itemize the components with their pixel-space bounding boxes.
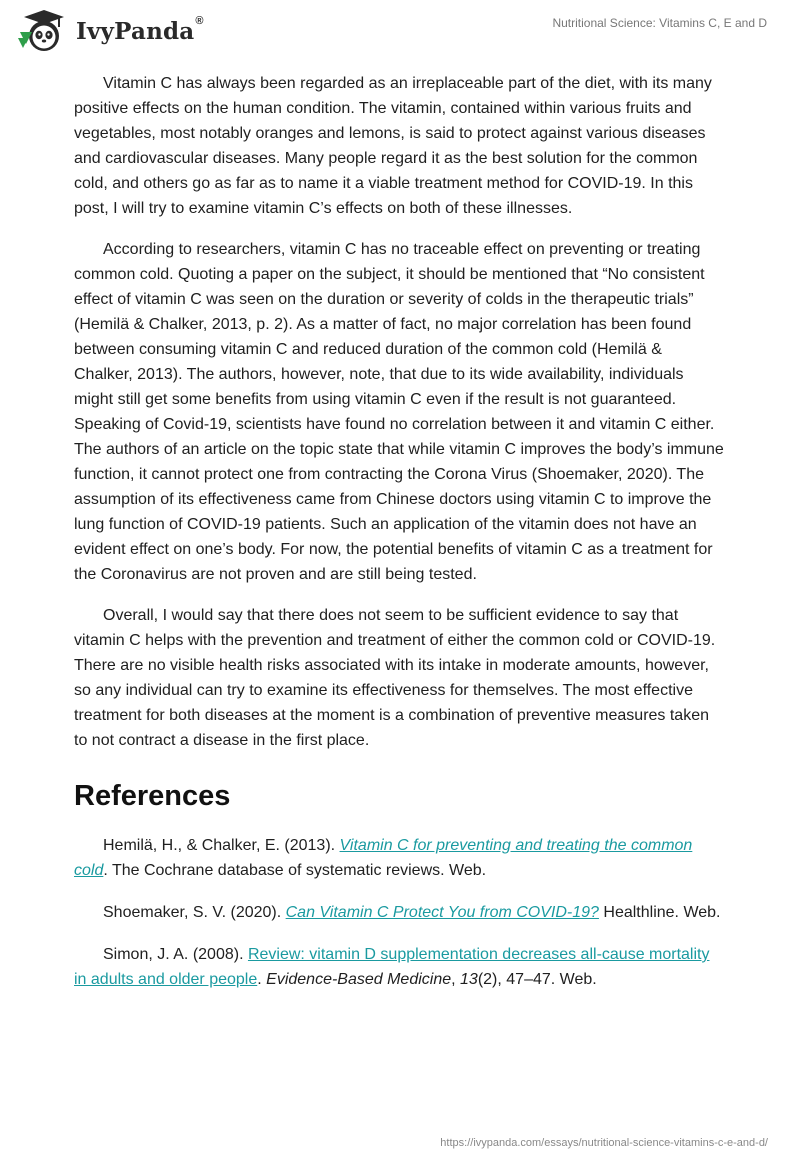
footer-url[interactable]: https://ivypanda.com/essays/nutritional-science-vitamins-c-e-and-d/: [440, 1137, 768, 1149]
body-paragraph-1: Vitamin C has always been regarded as an irreplaceable part of the diet, with its many positive effects on the human condition. The vitamin, contained within various fruits and vegetables, most notably oranges and lemons, is said to protect against various diseases and cardiovascular diseases. Many people regard it as the best solution for the common cold, and others go as far as to name it a viable treatment method for COVID-19. In this post, I will try to examine vitamin C’s effects on both of these illnesses.: [74, 75, 712, 217]
body-paragraph-3: Overall, I would say that there does not seem to be sufficient evidence to say that vitamin C helps with the prevention and treatment of either the common cold or COVID-19. There are no visible health risks associated with its intake in moderate amounts, however, so any individual can try to examine its effectiveness for themselves. The most effective treatment for both diseases at the moment is a combination of preventive measures taken to not contract a disease in the first place.: [74, 607, 716, 749]
reference-3-link[interactable]: Review: vitamin D supplementation decreases all-cause mortality in adults and older people: [74, 946, 710, 988]
page-header: [0, 0, 800, 64]
reference-3-volume: 13: [460, 971, 478, 988]
reference-item-1: [74, 833, 724, 883]
document-title: Nutritional Science: Vitamins C, E and D: [552, 16, 767, 30]
reference-2-authors: Shoemaker, S. V. (2020).: [103, 904, 286, 921]
reference-3-separator-2: ,: [451, 971, 461, 988]
reference-3-separator: .: [257, 971, 267, 988]
references-heading: References: [74, 780, 231, 812]
panda-logo-icon: [14, 8, 70, 54]
reference-3-pages: (2), 47–47. Web.: [477, 971, 597, 988]
brand-name-text: IvyPanda: [76, 17, 195, 45]
essay-content: [74, 71, 724, 1009]
body-paragraph-2: According to researchers, vitamin C has no traceable effect on preventing or treating common cold. Quoting a paper on the subject, it should be mentioned that “No consistent effect of vitamin C was seen on the duration or severity of colds in the therapeutic trials” (Hemilä & Chalker, 2013, p. 2). As a matter of fact, no major correlation has been found between consuming vitamin C and reduced duration of the common cold (Hemilä & Chalker, 2013). The authors, however, note, that due to its wide availability, individuals might still get some benefits from using vitamin C even if the result is not guaranteed. Speaking of Covid-19, scientists have found no correlation between it and vitamin C either. The authors of an article on the topic state that while vitamin C improves the body’s immune function, it cannot protect one from contracting the Corona Virus (Shoemaker, 2020). The assumption of its effectiveness came from Chinese doctors using vitamin C to improve the lung function of COVID-19 patients. Such an application of the vitamin does not have an evident effect on one’s body. For now, the potential benefits of vitamin C as a treatment for the Coronavirus are not proven and are still being tested.: [74, 241, 724, 583]
brand-name: [76, 14, 204, 45]
reference-item-3: [74, 942, 724, 992]
reference-2-link[interactable]: Can Vitamin C Protect You from COVID-19?: [285, 904, 599, 921]
reference-1-link[interactable]: Vitamin C for preventing and treating the common cold: [74, 837, 693, 879]
reference-2-source: Healthline. Web.: [598, 904, 721, 921]
registered-mark: ®: [195, 14, 204, 27]
reference-3-authors: Simon, J. A. (2008).: [103, 946, 248, 963]
reference-3-journal: Evidence-Based Medicine: [266, 971, 452, 988]
brand-logo[interactable]: [14, 8, 204, 54]
reference-item-2: [74, 900, 724, 925]
reference-1-source: . The Cochrane database of systematic reviews. Web.: [103, 862, 487, 879]
reference-1-authors: Hemilä, H., & Chalker, E. (2013).: [103, 837, 340, 854]
